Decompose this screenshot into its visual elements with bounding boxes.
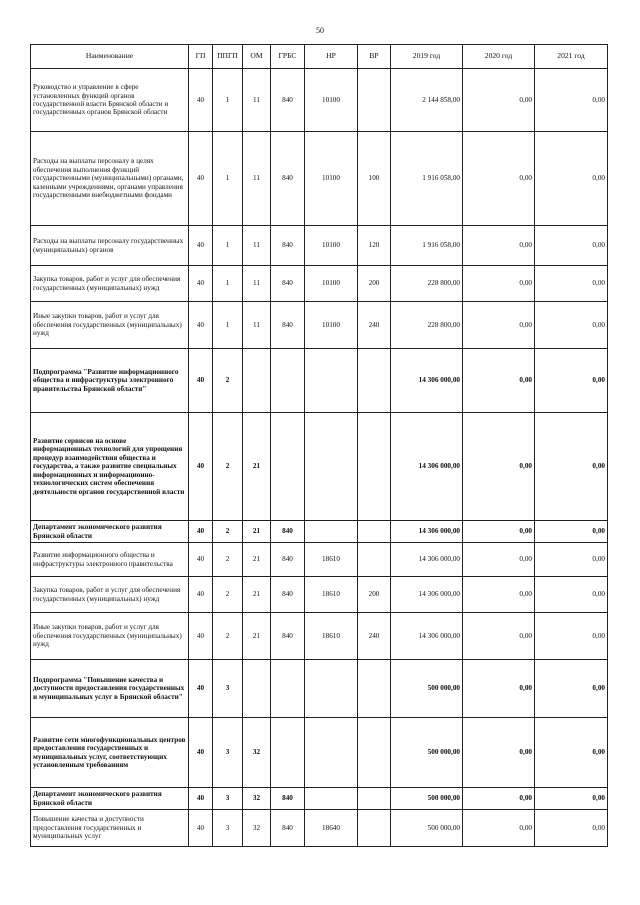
cell-y2021: 0,00: [535, 543, 608, 577]
cell-name: Департамент экономического развития Брянской области: [31, 521, 189, 543]
cell-nr: [305, 413, 358, 521]
header-2019: 2019 год: [391, 45, 463, 69]
cell-ppgp: 3: [213, 810, 243, 847]
cell-ppgp: 2: [213, 413, 243, 521]
cell-y2021: 0,00: [535, 718, 608, 788]
cell-y2020: 0,00: [463, 577, 535, 613]
cell-y2019: 14 306 000,00: [391, 521, 463, 543]
cell-om: 21: [243, 577, 271, 613]
cell-y2019: 500 000,00: [391, 810, 463, 847]
cell-grbs: 840: [271, 69, 305, 132]
cell-y2021: 0,00: [535, 302, 608, 349]
cell-nr: 18610: [305, 613, 358, 660]
cell-y2020: 0,00: [463, 810, 535, 847]
cell-vr: 240: [358, 302, 391, 349]
table-row: [31, 543, 608, 577]
cell-vr: [358, 788, 391, 810]
cell-name: Развитие сети многофункциональных центров предоставления государственных и муниципальных услуг, соответствующих установленным требованиям: [31, 718, 189, 788]
cell-grbs: [271, 660, 305, 718]
cell-vr: [358, 718, 391, 788]
cell-om: 21: [243, 521, 271, 543]
cell-ppgp: 3: [213, 718, 243, 788]
header-ppgp: ППГП: [213, 45, 243, 69]
cell-vr: 200: [358, 577, 391, 613]
budget-table: [30, 44, 608, 847]
cell-nr: 10100: [305, 302, 358, 349]
cell-om: [243, 660, 271, 718]
cell-y2020: 0,00: [463, 788, 535, 810]
cell-y2020: 0,00: [463, 521, 535, 543]
cell-y2021: 0,00: [535, 413, 608, 521]
cell-grbs: 840: [271, 521, 305, 543]
table-row: [31, 69, 608, 132]
cell-nr: 10100: [305, 69, 358, 132]
cell-gp: 40: [189, 613, 213, 660]
table-header-row: [31, 45, 608, 69]
page-number: 50: [316, 26, 324, 35]
cell-y2020: 0,00: [463, 266, 535, 302]
cell-name: Иные закупки товаров, работ и услуг для обеспечения государственных (муниципальных) нужд: [31, 613, 189, 660]
cell-grbs: 840: [271, 226, 305, 266]
cell-name: Развитие сервисов на основе информационных технологий для упрощения процедур взаимодействия общества и государства, а также развитие специальных информационных и информационно-технологических систем обеспечения деятельности органов государственной власти: [31, 413, 189, 521]
cell-vr: 200: [358, 266, 391, 302]
cell-nr: [305, 788, 358, 810]
cell-name: Повышение качества и доступности предоставления государственных и муниципальных услуг: [31, 810, 189, 847]
cell-nr: 18610: [305, 543, 358, 577]
cell-y2019: 2 144 858,00: [391, 69, 463, 132]
cell-name: Иные закупки товаров, работ и услуг для обеспечения государственных (муниципальных) нужд: [31, 302, 189, 349]
header-2021: 2021 год: [535, 45, 608, 69]
cell-ppgp: 2: [213, 577, 243, 613]
table-row: [31, 413, 608, 521]
cell-vr: [358, 543, 391, 577]
cell-vr: 120: [358, 226, 391, 266]
cell-y2019: 14 306 000,00: [391, 577, 463, 613]
cell-y2021: 0,00: [535, 521, 608, 543]
cell-ppgp: 2: [213, 349, 243, 413]
header-vr: ВР: [358, 45, 391, 69]
cell-gp: 40: [189, 810, 213, 847]
cell-vr: [358, 810, 391, 847]
cell-ppgp: 3: [213, 788, 243, 810]
cell-y2020: 0,00: [463, 613, 535, 660]
cell-grbs: 840: [271, 266, 305, 302]
cell-om: 21: [243, 543, 271, 577]
cell-name: Развитие информационного общества и инфраструктуры электронного правительства: [31, 543, 189, 577]
cell-ppgp: 1: [213, 132, 243, 226]
cell-vr: 100: [358, 132, 391, 226]
cell-gp: 40: [189, 718, 213, 788]
cell-y2020: 0,00: [463, 543, 535, 577]
cell-nr: [305, 521, 358, 543]
cell-gp: 40: [189, 132, 213, 226]
cell-om: 11: [243, 302, 271, 349]
cell-y2020: 0,00: [463, 660, 535, 718]
cell-gp: 40: [189, 788, 213, 810]
cell-om: 11: [243, 226, 271, 266]
cell-ppgp: 2: [213, 543, 243, 577]
cell-om: 11: [243, 266, 271, 302]
cell-y2019: 1 916 058,00: [391, 132, 463, 226]
cell-om: 32: [243, 718, 271, 788]
cell-nr: 10100: [305, 226, 358, 266]
table-row: [31, 521, 608, 543]
cell-gp: 40: [189, 521, 213, 543]
cell-gp: 40: [189, 302, 213, 349]
cell-y2019: 500 000,00: [391, 718, 463, 788]
cell-y2020: 0,00: [463, 349, 535, 413]
cell-y2019: 500 000,00: [391, 788, 463, 810]
cell-om: 32: [243, 788, 271, 810]
cell-vr: [358, 660, 391, 718]
cell-om: 32: [243, 810, 271, 847]
header-2020: 2020 год: [463, 45, 535, 69]
cell-om: 21: [243, 413, 271, 521]
cell-y2019: 228 800,00: [391, 266, 463, 302]
cell-name: Подпрограмма "Развитие информационного общества и инфраструктуры электронного правительства Брянской области": [31, 349, 189, 413]
cell-y2020: 0,00: [463, 413, 535, 521]
cell-name: Расходы на выплаты персоналу государственных (муниципальных) органов: [31, 226, 189, 266]
cell-ppgp: 2: [213, 521, 243, 543]
cell-vr: [358, 69, 391, 132]
cell-y2019: 1 916 058,00: [391, 226, 463, 266]
cell-nr: 10100: [305, 266, 358, 302]
cell-y2019: 14 306 000,00: [391, 413, 463, 521]
table-row: [31, 660, 608, 718]
cell-nr: 18640: [305, 810, 358, 847]
cell-y2021: 0,00: [535, 660, 608, 718]
cell-grbs: 840: [271, 132, 305, 226]
cell-name: Департамент экономического развития Брянской области: [31, 788, 189, 810]
cell-ppgp: 2: [213, 613, 243, 660]
cell-grbs: [271, 349, 305, 413]
cell-ppgp: 1: [213, 302, 243, 349]
cell-grbs: 840: [271, 577, 305, 613]
cell-y2021: 0,00: [535, 266, 608, 302]
cell-vr: [358, 413, 391, 521]
cell-y2019: 14 306 000,00: [391, 613, 463, 660]
cell-y2021: 0,00: [535, 69, 608, 132]
table-row: [31, 226, 608, 266]
cell-gp: 40: [189, 543, 213, 577]
cell-grbs: [271, 413, 305, 521]
cell-grbs: [271, 718, 305, 788]
cell-gp: 40: [189, 577, 213, 613]
cell-nr: [305, 349, 358, 413]
cell-gp: 40: [189, 69, 213, 132]
cell-y2020: 0,00: [463, 718, 535, 788]
cell-om: 11: [243, 132, 271, 226]
cell-ppgp: 1: [213, 266, 243, 302]
header-om: ОМ: [243, 45, 271, 69]
cell-y2020: 0,00: [463, 226, 535, 266]
cell-vr: 240: [358, 613, 391, 660]
cell-y2021: 0,00: [535, 577, 608, 613]
header-name: Наименование: [31, 45, 189, 69]
cell-name: Подпрограмма "Повышение качества и доступности предоставления государственных и муниципальных услуг в Брянской области": [31, 660, 189, 718]
cell-gp: 40: [189, 660, 213, 718]
cell-name: Расходы на выплаты персоналу в целях обеспечения выполнения функций государственными (муниципальными) органами, казенными учреждениями, органами управления государственными внебюджетными фондами: [31, 132, 189, 226]
cell-vr: [358, 521, 391, 543]
cell-y2019: 14 306 000,00: [391, 543, 463, 577]
cell-nr: [305, 660, 358, 718]
header-grbs: ГРБС: [271, 45, 305, 69]
cell-y2021: 0,00: [535, 810, 608, 847]
cell-gp: 40: [189, 226, 213, 266]
cell-y2021: 0,00: [535, 788, 608, 810]
cell-y2020: 0,00: [463, 69, 535, 132]
cell-om: [243, 349, 271, 413]
table-row: [31, 132, 608, 226]
cell-grbs: 840: [271, 613, 305, 660]
cell-gp: 40: [189, 349, 213, 413]
table-row: [31, 349, 608, 413]
cell-y2021: 0,00: [535, 226, 608, 266]
cell-grbs: 840: [271, 810, 305, 847]
cell-y2020: 0,00: [463, 302, 535, 349]
table-row: [31, 613, 608, 660]
cell-nr: [305, 718, 358, 788]
cell-nr: 18610: [305, 577, 358, 613]
cell-name: Закупка товаров, работ и услуг для обеспечения государственных (муниципальных) нужд: [31, 577, 189, 613]
cell-nr: 10100: [305, 132, 358, 226]
cell-gp: 40: [189, 413, 213, 521]
cell-grbs: 840: [271, 788, 305, 810]
cell-om: 11: [243, 69, 271, 132]
table-row: [31, 718, 608, 788]
cell-y2020: 0,00: [463, 132, 535, 226]
cell-ppgp: 1: [213, 69, 243, 132]
cell-y2019: 228 800,00: [391, 302, 463, 349]
cell-y2019: 500 000,00: [391, 660, 463, 718]
cell-name: Руководство и управление в сфере установленных функций органов государственной власти Брянской области и государственных органов Брянской области: [31, 69, 189, 132]
cell-name: Закупка товаров, работ и услуг для обеспечения государственных (муниципальных) нужд: [31, 266, 189, 302]
cell-ppgp: 3: [213, 660, 243, 718]
header-gp: ГП: [189, 45, 213, 69]
cell-y2021: 0,00: [535, 132, 608, 226]
table-row: [31, 577, 608, 613]
cell-vr: [358, 349, 391, 413]
cell-om: 21: [243, 613, 271, 660]
cell-grbs: 840: [271, 302, 305, 349]
table-row: [31, 266, 608, 302]
cell-gp: 40: [189, 266, 213, 302]
cell-y2019: 14 306 000,00: [391, 349, 463, 413]
header-nr: НР: [305, 45, 358, 69]
cell-ppgp: 1: [213, 226, 243, 266]
cell-y2021: 0,00: [535, 349, 608, 413]
table-row: [31, 810, 608, 847]
cell-y2021: 0,00: [535, 613, 608, 660]
table-row: [31, 302, 608, 349]
cell-grbs: 840: [271, 543, 305, 577]
table-row: [31, 788, 608, 810]
